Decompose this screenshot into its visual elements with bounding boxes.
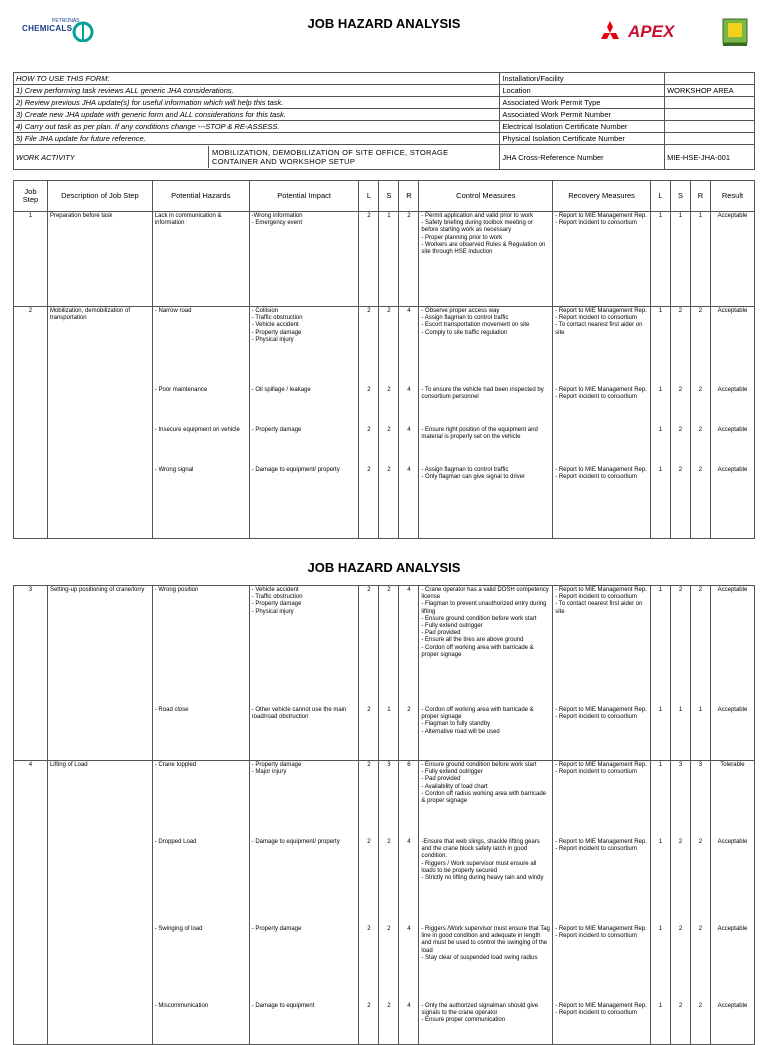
cell-line: - Report to MIE Management Rep. — [555, 926, 647, 932]
impact-cell — [249, 307, 359, 387]
recovery-measures-cell — [553, 586, 651, 707]
likelihood-cell: 2 — [359, 1002, 379, 1045]
facility-value[interactable] — [665, 73, 755, 85]
residual-severity-cell: 2 — [670, 307, 690, 387]
control-measures-cell — [419, 307, 553, 387]
severity-cell: 2 — [379, 586, 399, 707]
cell-line: - Property damage — [251, 427, 302, 433]
residual-risk-cell: 2 — [690, 386, 710, 426]
likelihood-cell: 2 — [359, 466, 379, 539]
control-measures-cell — [419, 761, 553, 839]
cell-line: - Report incident to consortium — [555, 220, 637, 227]
risk-cell: 2 — [399, 212, 419, 307]
cell-line: - Report to MIE Management Rep. — [555, 213, 647, 219]
page-title-repeat: JOB HAZARD ANALYSIS — [307, 560, 461, 575]
cell-line: - Assign flagman to control traffic — [421, 467, 509, 473]
result-cell: Acceptable — [710, 386, 754, 426]
cell-line: - Vehicle accident — [251, 322, 299, 329]
hazard-cell: - Narrow road — [152, 307, 249, 387]
description-cell — [47, 426, 152, 466]
likelihood-cell: 2 — [359, 925, 379, 1002]
residual-likelihood-cell: 1 — [651, 1002, 671, 1045]
cell-line: - Ensure ground condition before work start — [421, 762, 537, 768]
cell-line: - Damage to equipment/ property — [251, 839, 340, 845]
cell-line: - Damage to equipment/ property — [251, 467, 340, 473]
result-cell: Acceptable — [710, 706, 754, 761]
form-info-table: HOW TO USE THIS FORM: Installation/Facility 1) Crew performing task reviews ALL generic JHA considerations. Location WORKSHOP AREA 2) Review previous JHA update(s) for useful information which will help this task. Associated Work Permit Type 3) Create new JHA update with generic form and ALL considerations for this task. Associated Work Permit Number 4) Carry out task as per plan. If any conditions change ---STOP & RE-ASSESS. Electrical Isolation Certificate Number 5) File JHA update for future reference. Physical Isolation Certificate Number WORK ACTIVITY MOBILIZATION, DEMOBILIZATION OF SITE OFFICE, STORAGE CONTAINER AND WORKSHOP SETUP JHA Cross-Reference Number MIE-HSE-JHA-001 — [13, 72, 755, 170]
column-header: R — [690, 181, 710, 212]
electrical-cert-value[interactable] — [665, 121, 755, 133]
severity-cell: 2 — [379, 307, 399, 387]
residual-likelihood-cell: 1 — [651, 925, 671, 1002]
likelihood-cell: 2 — [359, 706, 379, 761]
description-cell — [47, 706, 152, 761]
table-row — [14, 586, 755, 707]
cell-line: - Stay clear of suspended load swing radius — [421, 954, 538, 961]
hazard-cell: - Crane toppled — [152, 761, 249, 839]
cell-line: - Report incident to consortium — [555, 714, 637, 721]
table-row — [14, 466, 755, 539]
likelihood-cell: 2 — [359, 761, 379, 839]
job-step-cell: 2 — [14, 307, 48, 387]
risk-cell: 4 — [399, 426, 419, 466]
cell-line: - To ensure the vehicle had been inspected by consortium personnel — [421, 387, 544, 401]
residual-severity-cell: 2 — [670, 426, 690, 466]
cell-line: - Fully extend outrigger — [421, 623, 483, 630]
control-measures-cell — [419, 925, 553, 1002]
cell-line: - Ensure right position of the equipment and material is properly set on the vehicle — [421, 427, 538, 441]
cell-line: - Escort transportation movement on site — [421, 322, 530, 329]
cell-line: - Damage to equipment — [251, 1003, 315, 1009]
impact-cell — [249, 386, 359, 426]
description-cell: Lifting of Load — [47, 761, 152, 839]
severity-cell: 2 — [379, 426, 399, 466]
cell-line: - Report to MIE Management Rep. — [555, 707, 647, 713]
column-header: L — [359, 181, 379, 212]
permit-type-value[interactable] — [665, 97, 755, 109]
cell-line: - Crane operator has a valid DOSH competency license — [421, 587, 549, 601]
risk-cell: 4 — [399, 307, 419, 387]
description-cell: Mobilization, demobilization of transportation — [47, 307, 152, 387]
job-step-cell — [14, 386, 48, 426]
residual-likelihood-cell: 1 — [651, 466, 671, 539]
column-header: Recovery Measures — [553, 181, 651, 212]
cell-line: - Traffic obstruction — [251, 315, 303, 322]
control-measures-cell — [419, 466, 553, 539]
impact-cell — [249, 706, 359, 761]
residual-risk-cell: 2 — [690, 1002, 710, 1045]
residual-severity-cell: 2 — [670, 386, 690, 426]
job-step-cell: 3 — [14, 586, 48, 707]
table-row — [14, 706, 755, 761]
control-measures-cell — [419, 1002, 553, 1045]
table-row — [14, 925, 755, 1002]
work-activity-value: MOBILIZATION, DEMOBILIZATION OF SITE OFFICE, STORAGE CONTAINER AND WORKSHOP SETUP — [212, 148, 449, 166]
column-header: Result — [710, 181, 754, 212]
result-cell: Acceptable — [710, 1002, 754, 1045]
cell-line: - Report to MIE Management Rep. — [555, 467, 647, 473]
recovery-measures-cell — [553, 466, 651, 539]
residual-likelihood-cell: 1 — [651, 426, 671, 466]
severity-cell: 2 — [379, 1002, 399, 1045]
table-row — [14, 761, 755, 839]
cell-line: - Property damage — [251, 329, 302, 336]
residual-likelihood-cell: 1 — [651, 386, 671, 426]
impact-cell — [249, 212, 359, 307]
cell-line: - Cordon off working area with barricade & proper signage — [421, 644, 534, 658]
page-header — [0, 0, 768, 60]
description-cell: Setting-up positioning of crane/lorry — [47, 586, 152, 707]
cell-line: - Fully extend outrigger — [421, 769, 483, 776]
column-header: Potential Impact — [249, 181, 359, 212]
result-cell: Tolerable — [710, 761, 754, 839]
hazard-cell: - Swinging of load — [152, 925, 249, 1002]
table-row — [14, 1002, 755, 1045]
recovery-measures-cell — [553, 838, 651, 925]
cell-line: - Cordon off radius working area with barricade & proper signage — [421, 790, 547, 805]
residual-risk-cell: 2 — [690, 586, 710, 707]
residual-risk-cell: 1 — [690, 212, 710, 307]
severity-cell: 1 — [379, 212, 399, 307]
cell-line: - Observe proper access way — [421, 308, 500, 314]
residual-likelihood-cell: 1 — [651, 761, 671, 839]
residual-likelihood-cell: 1 — [651, 307, 671, 387]
residual-risk-cell: 2 — [690, 925, 710, 1002]
cell-line: - Report incident to consortium — [555, 474, 637, 481]
jha-table-1 — [13, 180, 755, 539]
cell-line: - Report to MIE Management Rep. — [555, 308, 647, 314]
description-cell — [47, 386, 152, 426]
control-measures-cell — [419, 586, 553, 707]
recovery-measures-cell — [553, 426, 651, 466]
cell-line: - Emergency event — [251, 220, 303, 227]
result-cell: Acceptable — [710, 212, 754, 307]
risk-cell: 4 — [399, 838, 419, 925]
residual-severity-cell: 1 — [671, 706, 691, 761]
cross-ref-label: JHA Cross-Reference Number — [500, 145, 665, 170]
cell-line: - Flagman to fully standby — [421, 721, 491, 728]
recovery-measures-cell — [553, 761, 651, 839]
cell-line: - Traffic obstruction — [251, 594, 303, 601]
cell-line: - Oil spillage / leakage — [251, 387, 311, 393]
cell-line: - Riggers /Work supervisor must ensure that Tag line in good condition and adequate in length and must be used to control the swinging of the load — [421, 926, 550, 954]
cell-line: - To contact nearest first aider on site — [555, 322, 643, 336]
cell-line: - Report incident to consortium — [555, 846, 637, 853]
location-value[interactable]: WORKSHOP AREA — [665, 85, 755, 97]
apex-logo: APEX — [598, 18, 748, 48]
cell-line: - Report to MIE Management Rep. — [555, 839, 647, 845]
cell-line: - Report incident to consortium — [555, 394, 637, 401]
cell-line: - Pad provided — [421, 776, 461, 783]
cell-line: - Workers are observed Rules & Regulation on site through HSE induction — [421, 241, 546, 256]
cell-line: - Comply to site traffic regulation — [421, 329, 508, 336]
description-cell — [47, 466, 152, 539]
permit-number-value[interactable] — [665, 109, 755, 121]
likelihood-cell: 2 — [359, 307, 379, 387]
cell-line: - Report to MIE Management Rep. — [555, 762, 647, 768]
cell-line: - Vehicle accident — [251, 587, 299, 593]
impact-cell — [249, 466, 359, 539]
residual-severity-cell: 2 — [671, 1002, 691, 1045]
residual-risk-cell: 1 — [690, 706, 710, 761]
cell-line: - Ensure ground condition before work start — [421, 615, 537, 622]
jha-table-2 — [13, 585, 755, 1045]
cell-line: - Report to MIE Management Rep. — [555, 587, 647, 593]
cell-line: - Safety briefing during toolbox meeting or before starting work as necessary — [421, 220, 533, 234]
impact-cell — [249, 838, 359, 925]
severity-cell: 2 — [379, 838, 399, 925]
cell-line: - Flagman to prevent unauthorized entry during lifting — [421, 601, 547, 615]
hazard-cell: - Wrong signal — [152, 466, 249, 539]
work-activity-label: WORK ACTIVITY — [14, 146, 209, 168]
residual-risk-cell: 2 — [690, 838, 710, 925]
description-cell — [47, 925, 152, 1002]
hazard-cell: - Insecure equipment on vehicle — [152, 426, 249, 466]
residual-risk-cell: 2 — [690, 466, 710, 539]
impact-cell — [249, 761, 359, 839]
description-cell — [47, 1002, 152, 1045]
residual-risk-cell: 3 — [690, 761, 710, 839]
cell-line: -Ensure that web slings, shackle lifting gears and the crane block safety latch in good condition. — [421, 839, 540, 860]
cell-line: - Report incident to consortium — [555, 1010, 637, 1017]
result-cell: Acceptable — [710, 925, 754, 1002]
company-emblem-icon — [722, 18, 748, 46]
column-header: L — [651, 181, 671, 212]
control-measures-cell — [419, 386, 553, 426]
hazard-cell: - Poor maintenance — [152, 386, 249, 426]
severity-cell: 1 — [379, 706, 399, 761]
column-header: S — [379, 181, 399, 212]
cell-line: -Wrong information — [251, 213, 303, 219]
table-row — [14, 212, 755, 307]
likelihood-cell: 2 — [359, 212, 379, 307]
cell-line: - To contact nearest first aider on site — [555, 601, 643, 615]
cell-line: - Report to MIE Management Rep. — [555, 387, 647, 393]
recovery-measures-cell — [553, 925, 651, 1002]
job-step-cell — [14, 426, 48, 466]
cell-line: - Property damage — [251, 601, 302, 608]
residual-severity-cell: 2 — [671, 925, 691, 1002]
hazard-cell: Lack in communication & information — [152, 212, 249, 307]
cell-line: - Report incident to consortium — [555, 769, 637, 776]
residual-severity-cell: 3 — [671, 761, 691, 839]
column-header: Description of Job Step — [47, 181, 152, 212]
hazard-cell: - Road close — [152, 706, 249, 761]
residual-severity-cell: 1 — [670, 212, 690, 307]
table-row — [14, 307, 755, 387]
hazard-cell: - Miscommunication — [152, 1002, 249, 1045]
column-header: Potential Hazards — [152, 181, 249, 212]
recovery-measures-cell — [553, 1002, 651, 1045]
column-header: Control Measures — [419, 181, 553, 212]
job-step-cell: 4 — [14, 761, 48, 839]
risk-cell: 4 — [399, 1002, 419, 1045]
cell-line: - Alternative road will be used — [421, 728, 500, 735]
cell-line: - Collision — [251, 308, 279, 314]
recovery-measures-cell — [553, 706, 651, 761]
column-header: R — [399, 181, 419, 212]
cell-line: - Property damage — [251, 762, 302, 768]
recovery-measures-cell — [553, 386, 651, 426]
residual-severity-cell: 2 — [670, 466, 690, 539]
risk-cell: 2 — [399, 706, 419, 761]
cell-line: - Assign flagman to control traffic — [421, 315, 509, 322]
likelihood-cell: 2 — [359, 386, 379, 426]
result-cell: Acceptable — [710, 307, 754, 387]
impact-cell — [249, 1002, 359, 1045]
risk-cell: 6 — [399, 761, 419, 839]
likelihood-cell: 2 — [359, 586, 379, 707]
cell-line: - Pad provided — [421, 630, 461, 637]
description-cell: Preparation before task — [47, 212, 152, 307]
impact-cell — [249, 925, 359, 1002]
job-step-cell — [14, 1002, 48, 1045]
cell-line: - Physical injury — [251, 336, 294, 343]
cell-line: - Ensure proper communication — [421, 1017, 506, 1024]
result-cell: Acceptable — [710, 838, 754, 925]
cell-line: - Report incident to consortium — [555, 594, 637, 601]
cell-line: - Physical injury — [251, 608, 294, 615]
residual-likelihood-cell: 1 — [651, 586, 671, 707]
control-measures-cell — [419, 212, 553, 307]
column-header: Job Step — [14, 181, 48, 212]
cell-line: - Riggers / Work supervisor must ensure all loads to be properly secured — [421, 860, 537, 874]
cell-line: - Only flagman can give signal to driver — [421, 474, 526, 481]
physical-cert-value[interactable] — [665, 133, 755, 145]
residual-risk-cell: 2 — [690, 307, 710, 387]
residual-severity-cell: 2 — [671, 838, 691, 925]
petronas-chemicals-logo: PETRONAS CHEMICALS — [22, 18, 102, 48]
impact-cell — [249, 586, 359, 707]
cell-line: - Only the authorized signalman should give signals to the crane operator — [421, 1003, 539, 1017]
residual-likelihood-cell: 1 — [651, 838, 671, 925]
column-header: S — [670, 181, 690, 212]
residual-severity-cell: 2 — [671, 586, 691, 707]
severity-cell: 2 — [379, 925, 399, 1002]
control-measures-cell — [419, 426, 553, 466]
risk-cell: 4 — [399, 586, 419, 707]
cell-line: - Availability of load chart — [421, 783, 488, 790]
cell-line: - Report incident to consortium — [555, 933, 637, 940]
cell-line: - Proper planning prior to work — [421, 234, 503, 241]
page-title: JOB HAZARD ANALYSIS — [307, 16, 461, 31]
hazard-cell: - Dropped Load — [152, 838, 249, 925]
result-cell: Acceptable — [710, 466, 754, 539]
instructions-heading: HOW TO USE THIS FORM: — [14, 73, 500, 85]
residual-risk-cell: 2 — [690, 426, 710, 466]
residual-likelihood-cell: 1 — [651, 706, 671, 761]
cell-line: - Major injury — [251, 769, 287, 776]
job-step-cell — [14, 838, 48, 925]
result-cell: Acceptable — [710, 426, 754, 466]
severity-cell: 2 — [379, 466, 399, 539]
risk-cell: 4 — [399, 466, 419, 539]
job-step-cell — [14, 466, 48, 539]
table-row — [14, 426, 755, 466]
cell-line: - Permit application and valid prior to work — [421, 213, 534, 219]
cell-line: - Cordon off working area with barricade & proper signage — [421, 707, 534, 721]
likelihood-cell: 2 — [359, 838, 379, 925]
cell-line: - Strictly no lifting during heavy rain and windy — [421, 875, 544, 882]
job-step-cell — [14, 706, 48, 761]
description-cell — [47, 838, 152, 925]
cell-line: - Property damage — [251, 926, 302, 932]
control-measures-cell — [419, 838, 553, 925]
severity-cell: 3 — [379, 761, 399, 839]
recovery-measures-cell — [553, 307, 651, 387]
table-header-row — [14, 181, 755, 212]
cell-line: - Report to MIE Management Rep. — [555, 1003, 647, 1009]
severity-cell: 2 — [379, 386, 399, 426]
cell-line: - Other vehicle cannot use the main road/road obstruction — [251, 707, 347, 721]
risk-cell: 4 — [399, 386, 419, 426]
control-measures-cell — [419, 706, 553, 761]
risk-cell: 4 — [399, 925, 419, 1002]
table-row — [14, 386, 755, 426]
hazard-cell: - Wrong position — [152, 586, 249, 707]
cross-ref-value: MIE-HSE-JHA-001 — [665, 145, 755, 170]
residual-likelihood-cell: 1 — [651, 212, 671, 307]
cell-line: - Ensure all the tires are above ground — [421, 637, 524, 644]
recovery-measures-cell — [553, 212, 651, 307]
job-step-cell: 1 — [14, 212, 48, 307]
mitsubishi-diamonds-icon — [598, 20, 622, 44]
result-cell: Acceptable — [710, 586, 754, 707]
table-row — [14, 838, 755, 925]
job-step-cell — [14, 925, 48, 1002]
cell-line: - Report incident to consortium — [555, 315, 637, 322]
likelihood-cell: 2 — [359, 426, 379, 466]
impact-cell — [249, 426, 359, 466]
